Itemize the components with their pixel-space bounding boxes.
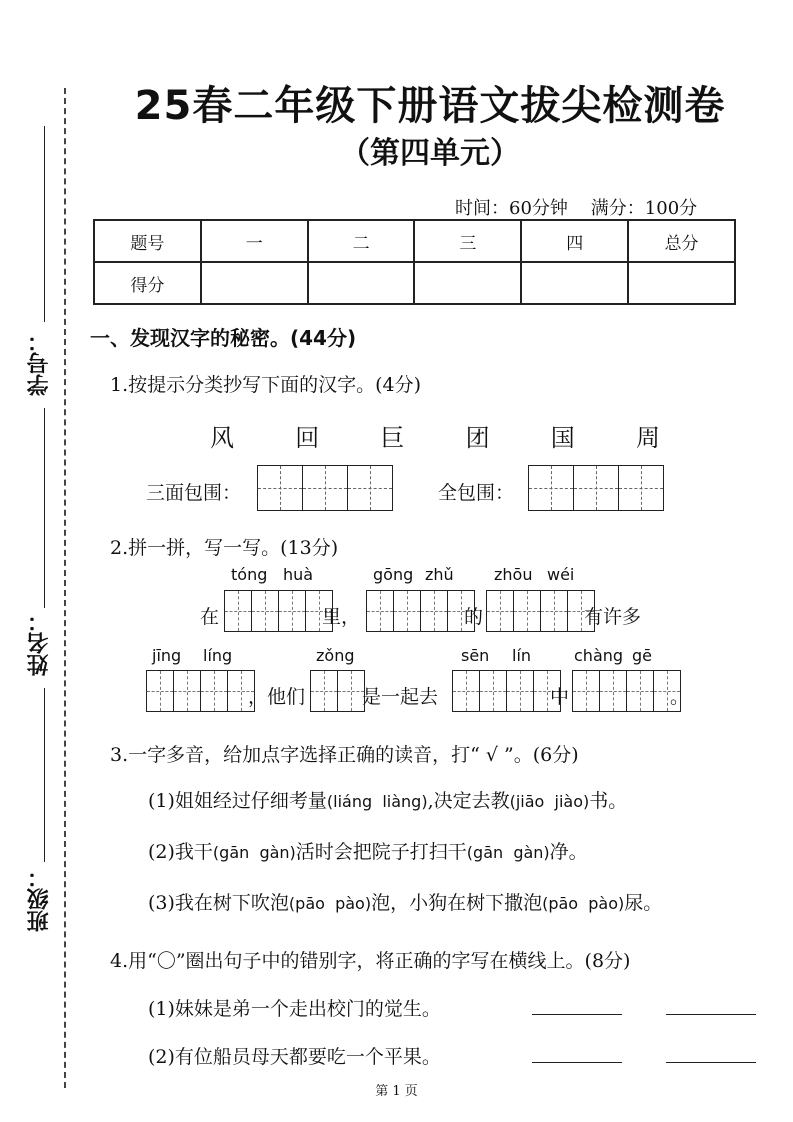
score-input-cell[interactable]: [628, 262, 735, 304]
writing-cell[interactable]: [572, 670, 599, 712]
score-table-score-row: [94, 262, 735, 304]
question-3: 3.一字多音，给加点字选择正确的读音，打“ √ ”。(6分): [110, 744, 579, 766]
q1-char: 风: [210, 424, 234, 452]
answer-blank[interactable]: [666, 1062, 756, 1063]
writing-cell[interactable]: [258, 466, 303, 510]
exam-meta: [455, 194, 697, 220]
q3-text: 尿。: [624, 892, 663, 914]
pinyin: gē: [632, 646, 652, 665]
writing-cell[interactable]: [540, 590, 567, 632]
pinyin: lín: [512, 646, 532, 665]
q1-char: 周: [635, 424, 660, 452]
student-number-label: 学号：: [27, 330, 52, 396]
score-input-cell[interactable]: [308, 262, 415, 304]
q3-line-3: [148, 888, 662, 915]
q3-pinyin-options[interactable]: (pāo pào): [542, 894, 625, 913]
xuehao-line: [44, 126, 45, 322]
question-1: 1.按提示分类抄写下面的汉字。(4分): [110, 374, 422, 396]
score-input-cell[interactable]: [201, 262, 308, 304]
q3-text: 活时会把院子打扫干: [295, 841, 467, 863]
writing-cell[interactable]: [452, 670, 479, 712]
writing-cell[interactable]: [337, 670, 365, 712]
page-number: 第 1 页: [375, 1084, 418, 1099]
q1-char: 国: [550, 424, 575, 452]
q2-text: ，他们: [248, 686, 306, 708]
q3-pinyin-options[interactable]: (gān gàn): [466, 843, 550, 862]
writing-cell[interactable]: [348, 466, 392, 510]
q3-text: (3)我在树下吹泡: [148, 892, 289, 914]
question-2: 2.拼一拼，写一写。(13分): [110, 537, 339, 559]
q4-line-1: (1)妹妹是弟一个走出校门的觉生。: [148, 998, 441, 1020]
class-label: 班级：: [27, 866, 52, 932]
pinyin: jīng: [152, 646, 182, 665]
q1-label-three-sided: 三面包围：: [146, 482, 242, 504]
q2-grid-jingling[interactable]: [146, 670, 255, 712]
q2-text: 。: [670, 686, 690, 708]
writing-cell[interactable]: [479, 670, 506, 712]
writing-cell[interactable]: [303, 466, 348, 510]
pinyin: tóng: [231, 565, 268, 584]
q1-label-full: 全包围：: [438, 482, 515, 504]
q2-grid-senlin[interactable]: [452, 670, 561, 712]
q2-text: 的: [464, 606, 484, 628]
pinyin: zhōu: [494, 565, 533, 584]
q3-pinyin-options[interactable]: (gān gàn): [212, 843, 296, 862]
binding-dashed-line: [64, 88, 66, 1088]
q3-text: 书。: [589, 790, 628, 812]
score-header-cell: 总分: [628, 220, 735, 262]
exam-subtitle: （第四单元）: [340, 136, 520, 171]
q3-line-1: [148, 786, 627, 813]
answer-blank[interactable]: [666, 1014, 756, 1015]
q3-text: 泡，小狗在树下撒泡: [371, 892, 543, 914]
q3-text: (2)我干: [148, 841, 213, 863]
class-line-top: [44, 688, 45, 862]
pinyin: wéi: [547, 565, 575, 584]
q2-text: 里，: [322, 606, 361, 628]
q3-pinyin-options[interactable]: (pāo pào): [288, 894, 372, 913]
score-header-cell: 题号: [94, 220, 201, 262]
q2-text: 是一起去: [362, 686, 439, 708]
name-label: 姓名：: [27, 610, 52, 676]
time-limit: 时间：60分钟: [455, 198, 568, 219]
full-score: 满分：100分: [590, 198, 698, 219]
q3-text: (1)姐姐经过仔细考量: [148, 790, 327, 812]
section-1-heading: 一、发现汉字的秘密。(44分): [90, 326, 357, 350]
writing-cell[interactable]: [599, 670, 626, 712]
score-input-cell[interactable]: [521, 262, 628, 304]
score-header-cell: 二: [308, 220, 415, 262]
q3-pinyin-options[interactable]: (liáng liàng): [326, 792, 428, 811]
writing-cell[interactable]: [146, 670, 173, 712]
writing-cell[interactable]: [619, 466, 663, 510]
question-4: 4.用“〇”圈出句子中的错别字，将正确的字写在横线上。(8分): [110, 950, 631, 972]
score-input-cell[interactable]: [414, 262, 521, 304]
q1-grid-three-sided[interactable]: [257, 465, 393, 511]
q2-grid-changge[interactable]: [572, 670, 681, 712]
writing-cell[interactable]: [173, 670, 200, 712]
q2-text: 有许多: [584, 606, 642, 628]
q3-text: 净。: [549, 841, 588, 863]
q1-grid-full[interactable]: [528, 465, 664, 511]
q3-pinyin-options[interactable]: (jiāo jiào): [509, 792, 590, 811]
score-header-cell: 一: [201, 220, 308, 262]
q2-text: 中: [550, 686, 570, 708]
writing-cell[interactable]: [574, 466, 619, 510]
pinyin: líng: [203, 646, 233, 665]
writing-cell[interactable]: [626, 670, 653, 712]
exam-title: 25春二年级下册语文拔尖检测卷: [134, 83, 726, 129]
pinyin: sēn: [461, 646, 490, 665]
name-line-top: [44, 408, 45, 608]
answer-blank[interactable]: [532, 1014, 622, 1015]
q1-char: 巨: [380, 424, 405, 452]
pinyin: huà: [283, 565, 314, 584]
writing-cell[interactable]: [486, 590, 513, 632]
q1-char: 团: [465, 424, 490, 452]
q2-text: 在: [200, 606, 220, 628]
q1-char: 回: [295, 424, 320, 452]
q1-character-list: [210, 418, 660, 453]
q4-line-2: (2)有位船员母天都要吃一个平果。: [148, 1046, 441, 1068]
writing-cell[interactable]: [224, 590, 251, 632]
pinyin: zhǔ: [425, 565, 454, 584]
pinyin: chàng: [574, 646, 624, 665]
writing-cell[interactable]: [393, 590, 420, 632]
writing-cell[interactable]: [200, 670, 227, 712]
pinyin: zǒng: [316, 646, 355, 665]
q3-text: ,决定去教: [427, 790, 510, 812]
q2-grid-gongzhu[interactable]: [366, 590, 475, 632]
q2-grid-tonghua[interactable]: [224, 590, 333, 632]
score-header-cell: 四: [521, 220, 628, 262]
q2-grid-zong[interactable]: [310, 670, 365, 712]
score-table-header-row: [94, 220, 735, 262]
writing-cell[interactable]: [420, 590, 447, 632]
score-row-label: 得分: [94, 262, 201, 304]
score-header-cell: 三: [414, 220, 521, 262]
writing-cell[interactable]: [506, 670, 533, 712]
score-table: [93, 219, 736, 305]
writing-cell[interactable]: [251, 590, 278, 632]
pinyin: gōng: [373, 565, 414, 584]
q2-grid-zhouwei[interactable]: [486, 590, 595, 632]
answer-blank[interactable]: [532, 1062, 622, 1063]
writing-cell[interactable]: [366, 590, 393, 632]
writing-cell[interactable]: [513, 590, 540, 632]
writing-cell[interactable]: [310, 670, 337, 712]
writing-cell[interactable]: [529, 466, 574, 510]
writing-cell[interactable]: [278, 590, 305, 632]
q3-line-2: [148, 837, 588, 864]
